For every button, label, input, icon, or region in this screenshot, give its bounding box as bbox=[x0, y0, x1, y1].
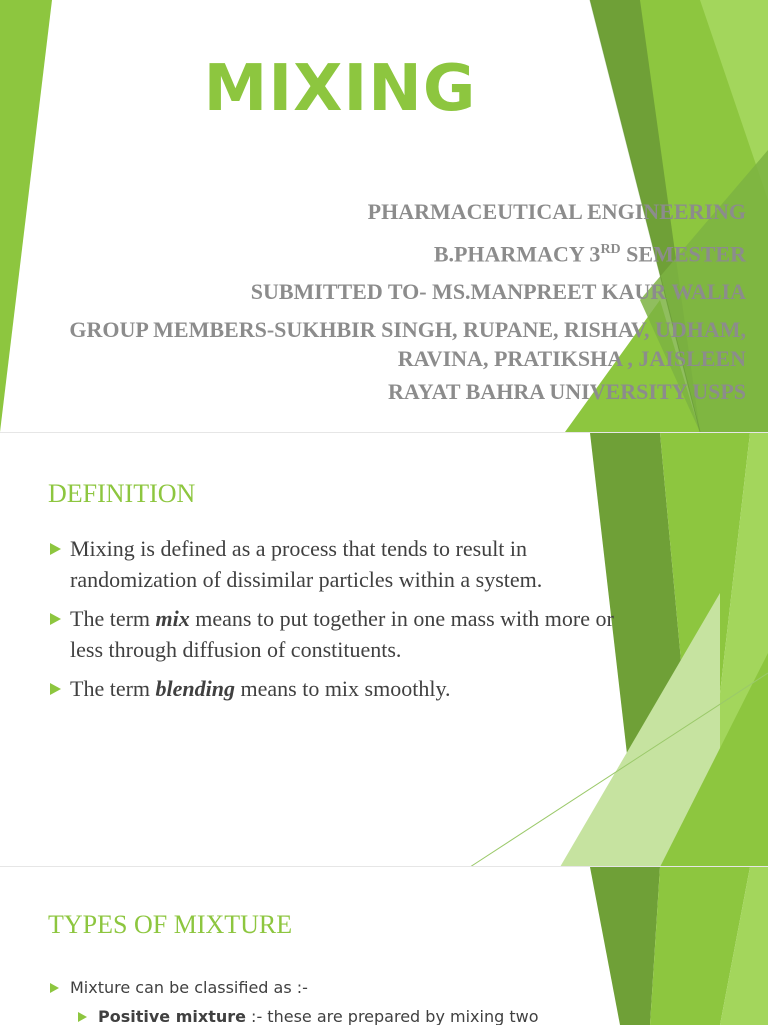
list-item bbox=[48, 533, 628, 595]
slide-heading: DEFINITION bbox=[48, 479, 196, 508]
subtitle-university: RAYAT BAHRA UNIVERSITY USPS bbox=[387, 379, 746, 405]
bullet-list bbox=[48, 977, 538, 1025]
bullet-list bbox=[48, 533, 628, 712]
types-of-mixture-slide bbox=[0, 866, 768, 1025]
list-item bbox=[76, 1006, 538, 1025]
bullet-text: Mixture can be classified as :- bbox=[70, 978, 308, 997]
slide-title: MIXING bbox=[203, 52, 477, 126]
triangle-right-icon bbox=[50, 983, 59, 993]
term-mix: mix bbox=[155, 606, 190, 631]
subtitle-course: PHARMACEUTICAL ENGINEERING bbox=[367, 199, 746, 224]
list-item bbox=[48, 977, 538, 999]
term-blending: blending bbox=[155, 676, 235, 701]
subtitle-program: B.PHARMACY 3RD SEMESTER bbox=[433, 241, 746, 267]
bullet-text: Mixing is defined as a process that tends to result in randomization of dissimilar particles within a system. bbox=[70, 536, 543, 592]
subtitle-block bbox=[26, 193, 746, 411]
bullet-text: :- these are prepared by mixing two bbox=[245, 1007, 539, 1025]
slide-heading: TYPES OF MIXTURE bbox=[48, 910, 293, 939]
triangle-right-icon bbox=[50, 543, 61, 555]
list-item bbox=[48, 673, 628, 704]
triangle-right-icon bbox=[50, 613, 61, 625]
list-item bbox=[48, 603, 628, 665]
subtitle-submitted-to: SUBMITTED TO- MS.MANPREET KAUR WALIA bbox=[250, 279, 746, 305]
definition-slide bbox=[0, 432, 768, 867]
bullet-text: The term mix means to put together in one mass with more or less through diffusion of constituents. bbox=[70, 606, 614, 662]
subtitle-group-members: GROUP MEMBERS-SUKHBIR SINGH, RUPANE, RISHAV, UDHAM, RAVINA, PRATIKSHA , JAISLEEN bbox=[69, 317, 746, 372]
deco-shard-1 bbox=[590, 867, 660, 1025]
title-slide bbox=[0, 0, 768, 432]
triangle-right-icon bbox=[50, 683, 61, 695]
triangle-right-icon bbox=[78, 1012, 87, 1022]
bullet-text: The term blending means to mix smoothly. bbox=[70, 676, 451, 701]
term-positive-mixture: Positive mixture bbox=[98, 1007, 246, 1025]
